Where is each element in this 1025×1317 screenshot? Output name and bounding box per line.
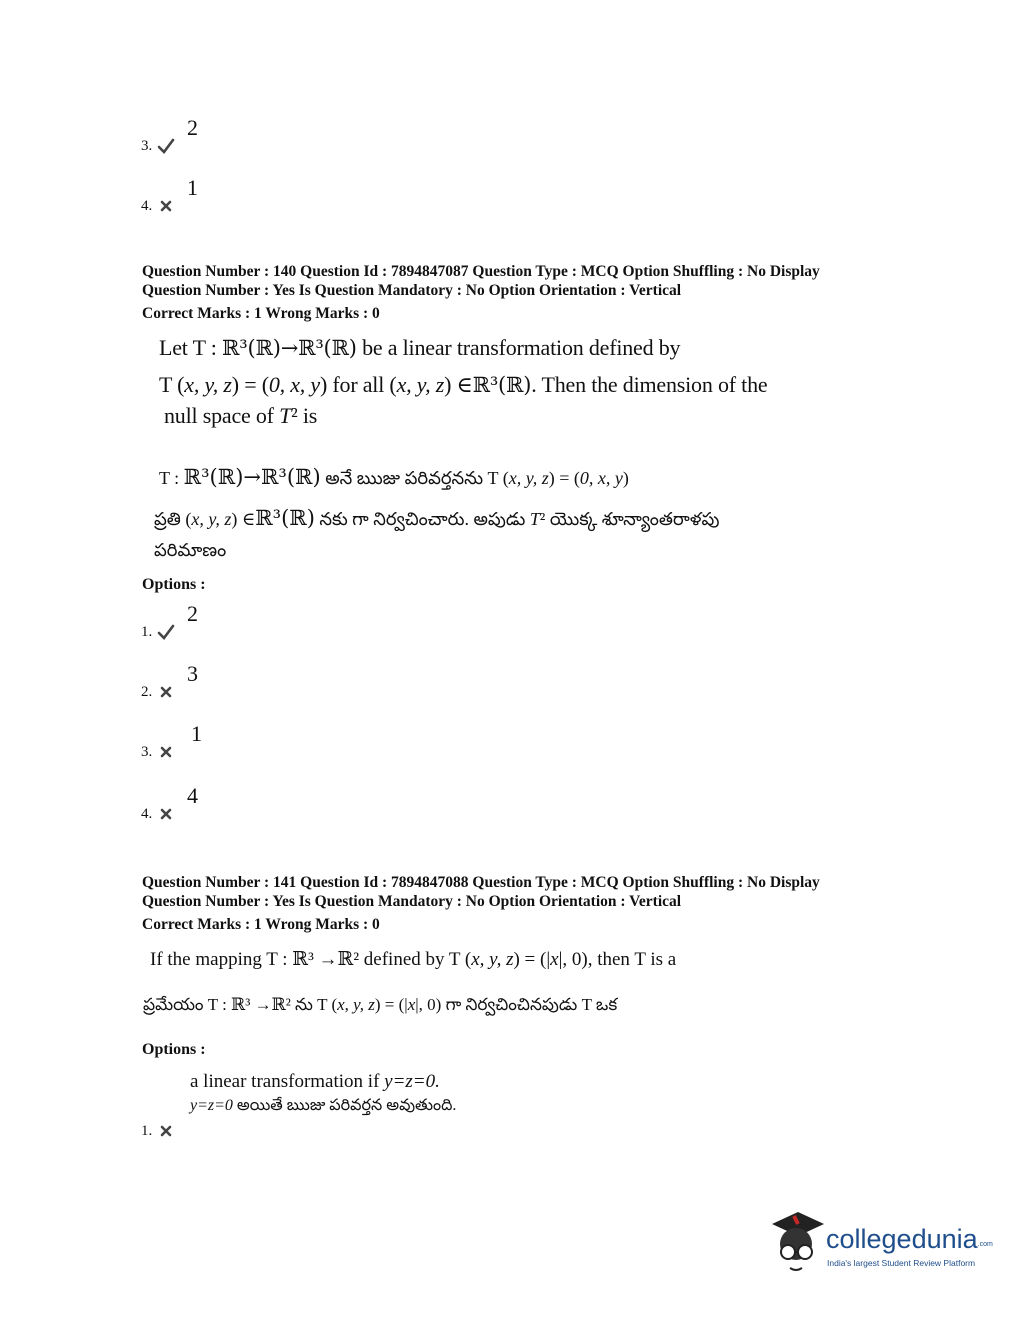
q141-meta-line1: Question Number : 141 Question Id : 7894847088 Question Type : MCQ Option Shuffling : No Display (142, 874, 820, 891)
text: నకు గా నిర్వచించారు. అపుడు (314, 509, 530, 529)
q140-meta-line1: Question Number : 140 Question Id : 7894847087 Question Type : MCQ Option Shuffling : No Display (142, 263, 820, 280)
logo-text-a: college (826, 1224, 912, 1254)
text: ) ∈ (444, 372, 473, 397)
vars: x, y, z (508, 468, 549, 488)
logo-wordmark (826, 1224, 993, 1260)
vars: x, y, z (191, 509, 232, 529)
check-icon (157, 624, 175, 640)
vars: 0, x, y (268, 372, 320, 397)
q140-meta-line3: Correct Marks : 1 Wrong Marks : 0 (142, 305, 380, 322)
text: be a linear transformation defined by (356, 335, 681, 360)
cross-icon (157, 744, 175, 760)
var-t: T (279, 403, 292, 428)
q141-option-1-en (190, 1071, 440, 1093)
text: అనే ఋజు పరివర్తనను T ( (320, 468, 509, 488)
condition: y=z=0 (190, 1097, 233, 1114)
q140-options-label: Options : (142, 576, 206, 593)
text: T ( (159, 372, 185, 397)
text: ) for all ( (319, 372, 397, 397)
text: ) = ( (231, 372, 269, 397)
option-number: 3. (141, 744, 153, 760)
q140-meta-line2: Question Number : Yes Is Question Mandatory : No Option Orientation : Vertical (142, 282, 682, 299)
option-number: 3. (141, 138, 153, 154)
vars: x, y, z (184, 372, 232, 397)
q141-meta-line2: Question Number : Yes Is Question Mandatory : No Option Orientation : Vertical (142, 893, 682, 910)
option-number: 2. (141, 684, 153, 700)
superscript: ² (539, 509, 546, 529)
check-icon (157, 138, 175, 154)
q141-en-line (150, 948, 676, 971)
text: is (297, 403, 318, 428)
option-number: 4. (141, 198, 153, 214)
cross-icon (157, 198, 175, 214)
space-notation: ℝ³(ℝ) (472, 373, 532, 397)
option-value: 2 (187, 601, 198, 626)
logo-suffix: .com (977, 1241, 993, 1248)
text: ) ∈ (231, 509, 256, 529)
q140-option-4 (141, 783, 541, 823)
option-number: 1. (141, 624, 153, 640)
text: ) = (| (374, 995, 408, 1014)
text: అయితే ఋజు పరివర్తన అవుతుంది. (232, 1097, 457, 1114)
vars: x, y, z (337, 995, 375, 1014)
q141-te-line (143, 995, 617, 1019)
mascot-icon (768, 1210, 826, 1276)
q140-te-line3: పరిమాణం (154, 540, 227, 560)
option-value: 1 (191, 721, 202, 746)
q141-options-label: Options : (142, 1041, 206, 1058)
space-notation: ℝ³(ℝ)→ℝ³(ℝ) (183, 465, 321, 489)
collegedunia-logo (768, 1210, 998, 1280)
text: ) = ( (548, 468, 580, 488)
space-notation: ℝ³(ℝ)→ℝ³(ℝ) (221, 336, 357, 360)
text: యొక్క శూన్యాంతరాళపు (545, 509, 720, 529)
q140-en-line3 (164, 403, 317, 429)
option-value: 1 (187, 175, 198, 200)
text: |, 0) గా నిర్వచించినపుడు T ఒక (415, 995, 618, 1014)
var-t: T (529, 509, 540, 529)
option-value: 4 (187, 783, 198, 808)
q140-te-line2 (154, 506, 719, 534)
var-x: x (407, 995, 416, 1014)
q140-option-1 (141, 601, 541, 641)
text: a linear transformation if (190, 1071, 385, 1092)
text: Let T : (159, 335, 222, 360)
option-number: 4. (141, 806, 153, 822)
text: ప్రతి ( (154, 509, 192, 529)
prev-option-3 (141, 115, 541, 155)
vars: x, y, z (396, 372, 445, 397)
logo-text-b: dunia (911, 1224, 978, 1254)
vars: 0, x, y (579, 468, 623, 488)
text: . Then the dimension of the (531, 372, 768, 397)
text: ) (622, 468, 629, 488)
cross-icon (157, 684, 175, 700)
q140-en-line1 (159, 335, 680, 361)
text: If the mapping T : ℝ³ →ℝ² defined by T ( (150, 949, 472, 970)
prev-option-4 (141, 175, 541, 215)
text: |, 0), then T is a (558, 949, 677, 970)
cross-icon (157, 806, 175, 822)
condition: y=z=0. (384, 1071, 440, 1092)
text: T : (159, 468, 184, 488)
text: null space of (164, 403, 280, 428)
option-value: 2 (187, 115, 198, 140)
q141-meta-line3: Correct Marks : 1 Wrong Marks : 0 (142, 916, 380, 933)
vars: x, y, z (471, 949, 514, 970)
q140-option-3 (141, 721, 541, 761)
logo-tagline: India's largest Student Review Platform (827, 1258, 976, 1268)
var-x: x (550, 949, 559, 970)
superscript: ² (291, 403, 298, 428)
cross-icon (157, 1123, 175, 1139)
space-notation: ℝ³(ℝ) (255, 506, 315, 530)
option-value: 3 (187, 661, 198, 686)
q141-option-1 (141, 1100, 541, 1140)
text: ప్రమేయం T : ℝ³ →ℝ² ను T ( (143, 995, 338, 1014)
q140-option-2 (141, 661, 541, 701)
q140-te-line1 (159, 465, 629, 493)
option-number: 1. (141, 1123, 153, 1139)
q140-en-line2 (159, 372, 767, 398)
text: ) = (| (513, 949, 551, 970)
